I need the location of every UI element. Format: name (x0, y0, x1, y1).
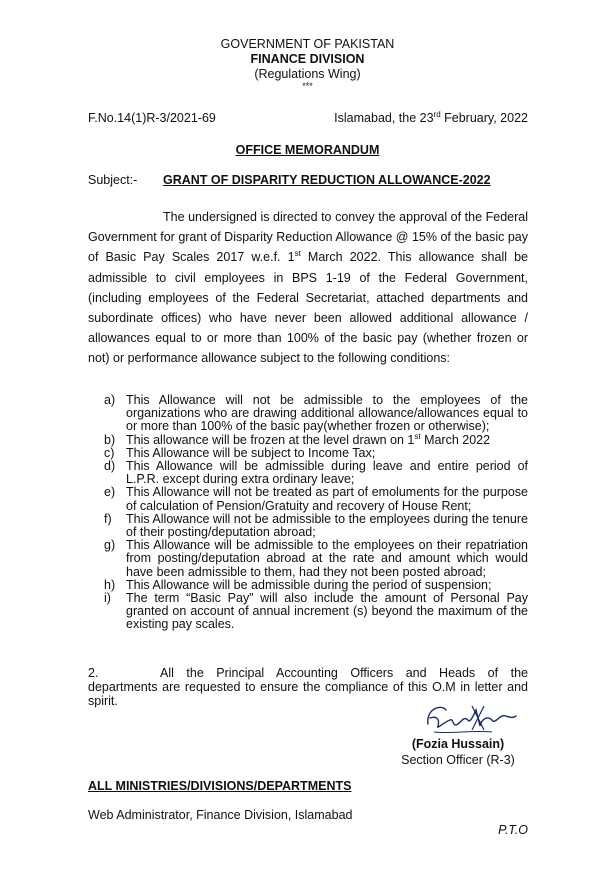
paragraph-1 (88, 207, 528, 369)
addressee: ALL MINISTRIES/DIVISIONS/DEPARTMENTS (88, 779, 352, 793)
signature-image (422, 696, 522, 738)
header-government: GOVERNMENT OF PAKISTAN (220, 37, 395, 51)
pto-label: P.T.O (498, 823, 528, 837)
date-prefix: Islamabad, the 23 (334, 111, 434, 125)
list-text: This Allowance will not be treated as part of emoluments for the purpose of calculation of Pension/Gratuity and recovery of House Rent; (126, 485, 528, 513)
para1-part1: The undersigned is directed to convey the approval of the Federal Government for grant of Disparity Reduction Allowance @ 15% of the basic pay of Basic Pay Scales 2017 w.e.f. 1 (88, 210, 528, 265)
memo-title: OFFICE MEMORANDUM (235, 143, 380, 157)
list-text: This allowance will be frozen at the level drawn on 1 (126, 432, 415, 447)
list-item (88, 394, 528, 434)
date-suffix: rd (433, 109, 441, 119)
list-marker: g) (104, 538, 116, 553)
list-text: This Allowance will not be admissible to the employees during the tenure of their posting/deputation abroad; (126, 511, 528, 540)
para1-sup: st (294, 249, 301, 259)
list-marker: c) (104, 445, 115, 460)
list-marker: h) (104, 577, 116, 592)
list-marker: b) (104, 432, 116, 447)
list-text: This Allowance will be admissible during leave and entire period of L.P.R. except during extra ordinary leave; (126, 459, 528, 487)
list-sup: st (414, 431, 421, 441)
subject-label: Subject:- (88, 173, 138, 187)
list-item (88, 592, 528, 632)
list-item (88, 460, 528, 486)
list-text: This Allowance will be subject to Income Tax; (126, 445, 376, 460)
list-text: This Allowance will be admissible during the period of suspension; (126, 577, 492, 592)
list-text: This Allowance will not be admissible to the employees of the organizations who are drawing additional allowance/allowances equal to or more than 100% of the basic pay(whether frozen or otherwise); (126, 393, 528, 434)
list-marker: i) (104, 591, 111, 606)
list-marker: d) (104, 459, 116, 474)
list-tail: March 2022 (420, 432, 491, 447)
para2-number: 2. (88, 666, 99, 680)
date-rest: February, 2022 (440, 111, 528, 125)
signatory-designation: Section Officer (R-3) (401, 753, 515, 767)
signatory-name: (Fozia Hussain) (411, 737, 505, 751)
list-item (88, 539, 528, 579)
header-wing: (Regulations Wing) (254, 67, 361, 81)
subject-text: GRANT OF DISPARITY REDUCTION ALLOWANCE-2022 (163, 173, 491, 187)
para1-part2: March 2022. This allowance shall be admissible to civil employees in BPS 1-19 of the Federal Government, (including employees of the Federal Secretariat, attached departments and subordinate offices) who have never been allowed additional allowance / allowances equal to or more than 100% of the basic pay (whether frozen or not) or performance allowance subject to the following conditions: (88, 250, 528, 366)
list-item (88, 486, 528, 512)
header-stars: *** (302, 81, 313, 91)
list-text: This Allowance will be admissible to the employees on their repatriation from posting/deputation abroad at the rate and amount which would have been admissible to them, had they not been posted abroad; (126, 538, 528, 579)
date-line (334, 110, 528, 126)
header-division: FINANCE DIVISION (250, 52, 365, 66)
copy-to: Web Administrator, Finance Division, Islamabad (88, 808, 353, 822)
para2-text: All the Principal Accounting Officers and Heads of the departments are requested to ensure the compliance of this O.M in letter and spirit. (88, 666, 528, 708)
list-item (88, 513, 528, 539)
letterhead (0, 37, 615, 91)
conditions-list (88, 394, 528, 632)
list-marker: e) (104, 485, 116, 500)
list-marker: a) (104, 393, 116, 407)
file-number: F.No.14(1)R-3/2021-69 (88, 111, 216, 125)
list-text: The term “Basic Pay” will also include the amount of Personal Pay granted on account of annual increment (s) beyond the maximum of the existing pay scales. (126, 591, 528, 632)
list-marker: f) (104, 511, 112, 526)
